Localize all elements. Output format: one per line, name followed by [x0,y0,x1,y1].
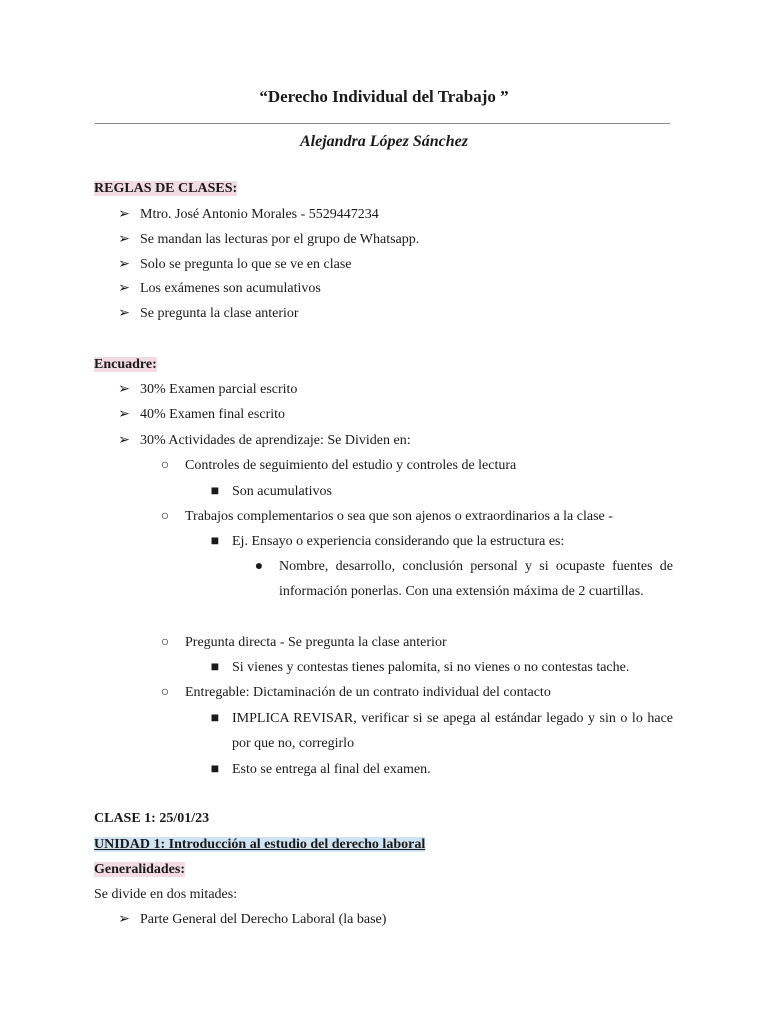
structure-description: Nombre, desarrollo, conclusión personal y si ocupaste fuentes de información ponerlas. Con una extensión máxima de 2 cuartillas. [279,559,673,599]
square-bullet-icon: ■ [210,484,220,499]
rules-item: Se mandan las lecturas por el grupo de Whatsapp. [140,232,420,247]
activity-item-controles: Controles de seguimiento del estudio y controles de lectura [185,458,517,473]
activity-item-entregable: Entregable: Dictaminación de un contrato individual del contacto [185,685,551,700]
rules-heading: REGLAS DE CLASES: [94,181,238,196]
activity-detail: Si vienes y contestas tienes palomita, si no vienes o no contestas tache. [232,660,630,675]
square-bullet-icon: ■ [210,534,220,549]
arrow-bullet-icon: ➢ [118,407,130,422]
unit-heading: UNIDAD 1: Introducción al estudio del derecho laboral [94,837,426,852]
circle-bullet-icon: ○ [160,635,170,650]
circle-bullet-icon: ○ [160,458,170,473]
rules-item: Los exámenes son acumulativos [140,281,321,296]
arrow-bullet-icon: ➢ [118,306,130,321]
arrow-bullet-icon: ➢ [118,257,130,272]
generalidades-heading: Generalidades: [94,862,185,877]
activity-detail: Son acumulativos [232,484,332,499]
arrow-bullet-icon: ➢ [118,207,130,222]
square-bullet-icon: ■ [210,660,220,675]
title-divider [95,123,670,124]
class-heading: CLASE 1: 25/01/23 [94,811,210,826]
intro-text: Se divide en dos mitades: [94,887,238,902]
arrow-bullet-icon: ➢ [118,382,130,397]
encuadre-item: 40% Examen final escrito [140,407,286,422]
arrow-bullet-icon: ➢ [118,232,130,247]
activity-item-trabajos: Trabajos complementarios o sea que son ajenos o extraordinarios a la clase - [185,509,613,524]
dot-bullet-icon: ● [254,559,264,574]
rules-item: Mtro. José Antonio Morales - 5529447234 [140,207,379,222]
circle-bullet-icon: ○ [160,509,170,524]
rules-item: Se pregunta la clase anterior [140,306,299,321]
document-author: Alejandra López Sánchez [299,133,468,150]
arrow-bullet-icon: ➢ [118,281,130,296]
circle-bullet-icon: ○ [160,685,170,700]
activity-detail: Esto se entrega al final del examen. [232,762,431,777]
arrow-bullet-icon: ➢ [118,912,130,927]
class-item: Parte General del Derecho Laboral (la base) [140,912,387,927]
activity-item-pregunta: Pregunta directa - Se pregunta la clase anterior [185,635,447,650]
square-bullet-icon: ■ [210,762,220,777]
encuadre-item: 30% Examen parcial escrito [140,382,298,397]
activity-detail: IMPLICA REVISAR, verificar si se apega al estándar legado y sin o lo hace por que no, corregirlo [232,711,673,751]
document-title: “Derecho Individual del Trabajo ” [259,87,509,106]
arrow-bullet-icon: ➢ [118,433,130,448]
rules-item: Solo se pregunta lo que se ve en clase [140,257,352,272]
encuadre-item: 30% Actividades de aprendizaje: Se Dividen en: [140,433,411,448]
square-bullet-icon: ■ [210,711,220,726]
activity-detail: Ej. Ensayo o experiencia considerando que la estructura es: [232,534,565,549]
encuadre-heading: Encuadre: [94,357,157,372]
